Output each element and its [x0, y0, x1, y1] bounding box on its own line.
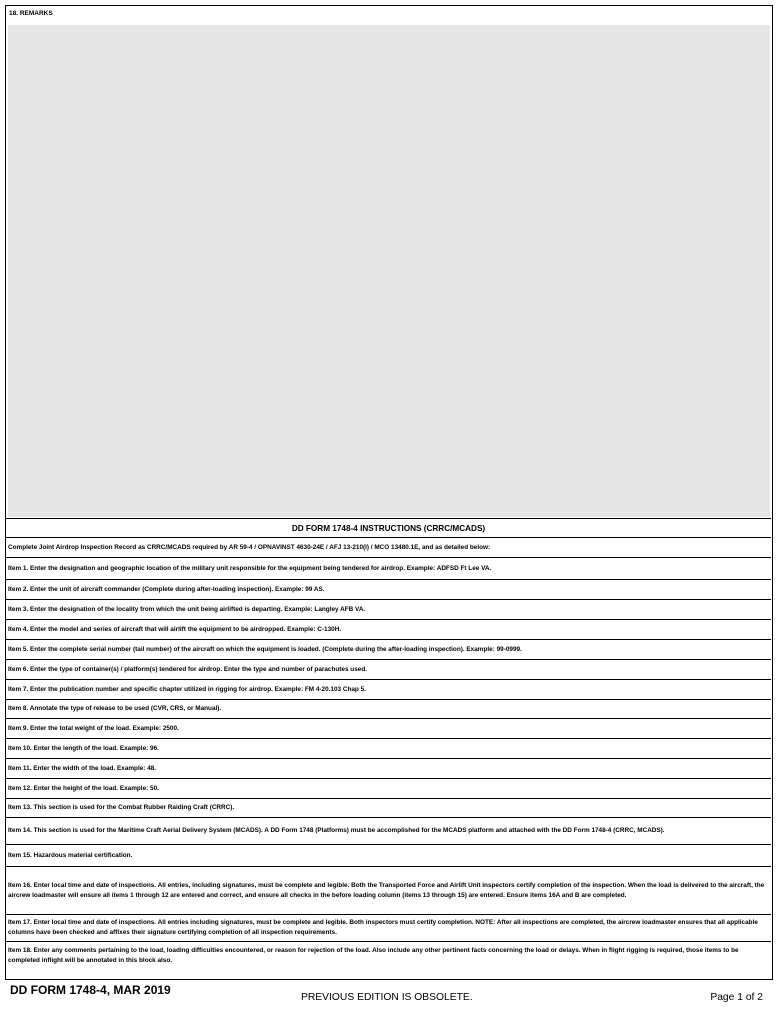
instruction-item-11: Item 11. Enter the width of the load. Example: 48.: [6, 759, 771, 779]
instruction-item-4: Item 4. Enter the model and series of aircraft that will airlift the equipment to be airdropped. Example: C-130H.: [6, 620, 771, 640]
instruction-item-12: Item 12. Enter the height of the load. Example: 50.: [6, 779, 771, 799]
instruction-item-9: Item 9. Enter the total weight of the load. Example: 2500.: [6, 719, 771, 739]
instruction-item-16: Item 16. Enter local time and date of inspections. All entries, including signatures, must be complete and legible. Both the Transported Force and Airlift Unit inspectors certify completion of the inspection. When the load is delivered to the aircraft, the aircrew loadmaster will ensure all items 1 through 12 are entered and correct, and ensure all checks in the before loading column (items 13 through 15) are entered. Ensure items 16A and B are completed.: [6, 867, 771, 915]
remarks-label: 18. REMARKS: [9, 10, 53, 17]
instruction-intro: Complete Joint Airdrop Inspection Record as CRRC/MCADS required by AR 59-4 / OPNAVINST 4630-24E / AFJ 13-210(I) / MCO 13480.1E, and as detailed below:: [6, 538, 771, 558]
instruction-item-3: Item 3. Enter the designation of the locality from which the unit being airlifted is departing. Example: Langley AFB VA.: [6, 600, 771, 620]
instruction-item-13: Item 13. This section is used for the Combat Rubber Raiding Craft (CRRC).: [6, 799, 771, 818]
instruction-item-10: Item 10. Enter the length of the load. Example: 96.: [6, 739, 771, 759]
instruction-item-6: Item 6. Enter the type of container(s) / platform(s) tendered for airdrop. Enter the type and number of parachutes used.: [6, 660, 771, 680]
instruction-item-15: Item 15. Hazardous material certification.: [6, 845, 771, 867]
instructions-section: [6, 518, 771, 969]
instruction-item-5: Item 5. Enter the complete serial number (tail number) of the aircraft on which the equipment is loaded. (Complete during the after-loading inspection). Example: 99-0999.: [6, 640, 771, 660]
instruction-item-1: Item 1. Enter the designation and geographic location of the military unit responsible for the equipment being tendered for airdrop. Example: ADFSD Ft Lee VA.: [6, 558, 771, 580]
instructions-title: DD FORM 1748-4 INSTRUCTIONS (CRRC/MCADS): [6, 518, 771, 538]
previous-edition-notice: PREVIOUS EDITION IS OBSOLETE.: [301, 992, 473, 1003]
instruction-item-2: Item 2. Enter the unit of aircraft commander (Complete during after-loading inspection). Example: 99 AS.: [6, 580, 771, 600]
form-identifier: DD FORM 1748-4, MAR 2019: [10, 983, 171, 997]
instruction-item-8: Item 8. Annotate the type of release to be used (CVR, CRS, or Manual).: [6, 700, 771, 719]
form-page-frame: [5, 5, 773, 980]
page-number: Page 1 of 2: [710, 992, 763, 1003]
instruction-item-7: Item 7. Enter the publication number and specific chapter utilized in rigging for airdrop. Example: FM 4-20.103 Chap 5.: [6, 680, 771, 700]
instruction-item-14: Item 14. This section is used for the Maritime Craft Aerial Delivery System (MCADS). A DD Form 1748 (Platforms) must be accomplished for the MCADS platform and attached with the DD Form 1748-4 (CRRC, MCADS).: [6, 818, 771, 845]
instruction-item-17: Item 17. Enter local time and date of inspections. All entries including signatures, must be complete and legible. Both inspectors must certify completion. NOTE: After all inspections are completed, the aircrew loadmaster ensures that all applicable columns have been checked and affixes their signature certifying completion of all inspection requirements.: [6, 915, 771, 942]
remarks-field[interactable]: [8, 25, 770, 517]
instruction-item-18: Item 18. Enter any comments pertaining to the load, loading difficulties encountered, or reason for rejection of the load. Also include any other pertinent facts concerning the load or delays. When in flight rigging is required, those items to be completed inflight will be annotated in this block also.: [8, 946, 739, 964]
